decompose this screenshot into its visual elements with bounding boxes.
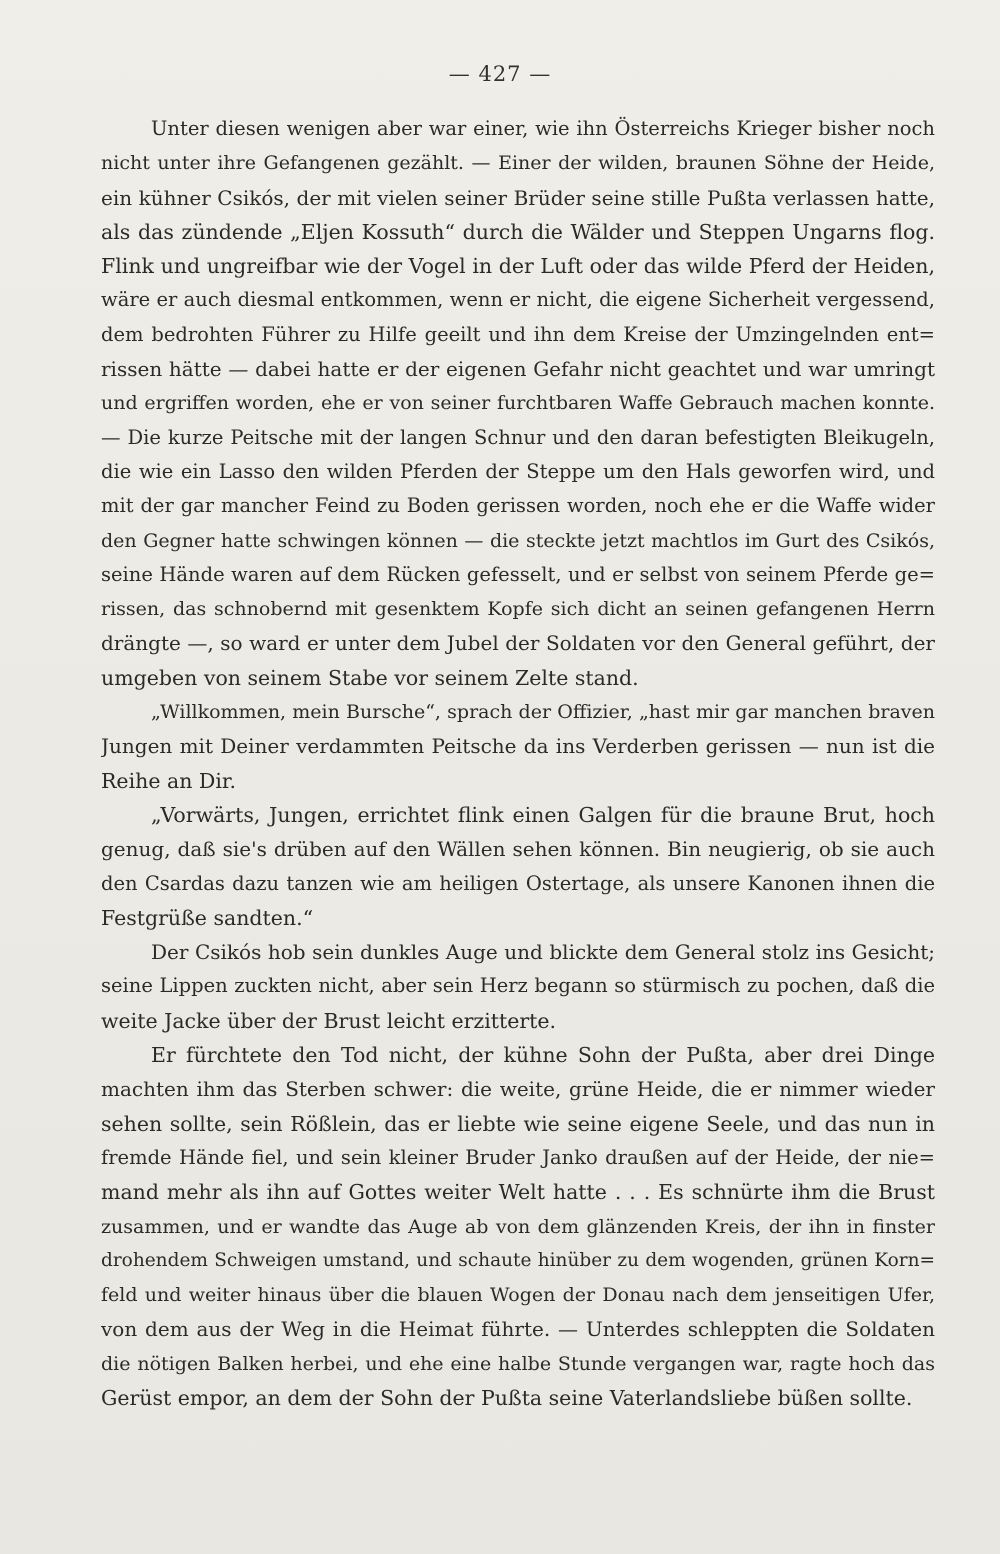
body-text	[101, 112, 935, 1415]
text-line: Festgrüße sandten.“	[101, 905, 314, 930]
page-number: — 427 —	[448, 62, 552, 86]
text-line: als das zündende „Eljen Kossuth“ durch die Wälder und Steppen Ungarns flog.	[101, 219, 935, 244]
paragraph	[101, 695, 935, 798]
paragraph	[101, 935, 935, 1038]
text-line: Jungen mit Deiner verdammten Peitsche da ins Verderben gerissen — nun ist die	[101, 734, 935, 759]
text-line: ein kühner Csikós, der mit vielen seiner Brüder seine stille Pußta verlassen hatte,	[101, 185, 935, 210]
text-line: mand mehr als ihn auf Gottes weiter Welt hatte . . . Es schnürte ihm die Brust	[101, 1180, 935, 1205]
text-line: feld und weiter hinaus über die blauen Wogen der Donau nach dem jenseitigen Ufer,	[101, 1284, 935, 1307]
text-line: mit der gar mancher Feind zu Boden gerissen worden, noch ehe er die Waffe wider	[101, 494, 935, 518]
paragraph	[101, 798, 935, 935]
text-line: und ergriffen worden, ehe er von seiner furchtbaren Waffe Gebrauch machen konnte.	[101, 392, 935, 415]
paragraph	[101, 112, 935, 695]
text-line: Reihe an Dir.	[101, 768, 236, 793]
text-line: weite Jacke über der Brust leicht erzitterte.	[101, 1008, 557, 1033]
text-line: umgeben von seinem Stabe vor seinem Zelte stand.	[101, 665, 639, 690]
text-line: nicht unter ihre Gefangenen gezählt. — Einer der wilden, braunen Söhne der Heide,	[101, 152, 935, 175]
text-line: zusammen, und er wandte das Auge ab von dem glänzenden Kreis, der ihn in finster	[101, 1215, 935, 1238]
text-line: seine Lippen zuckten nicht, aber sein Herz begann so stürmisch zu pochen, daß die	[101, 974, 935, 998]
text-line: sehen sollte, sein Rößlein, das er liebte wie seine eigene Seele, und das nun in	[101, 1111, 935, 1136]
text-line: rissen, das schnobernd mit gesenktem Kopfe sich dicht an seinen gefangenen Herrn	[101, 598, 935, 621]
text-line: rissen hätte — dabei hatte er der eigenen Gefahr nicht geachtet und war umringt	[101, 357, 935, 382]
paragraph	[101, 1038, 935, 1415]
text-line: „Vorwärts, Jungen, errichtet flink einen Galgen für die braune Brut, hoch	[151, 802, 935, 827]
text-line: Er fürchtete den Tod nicht, der kühne Sohn der Pußta, aber drei Dinge	[151, 1043, 935, 1068]
text-line: den Gegner hatte schwingen können — die steckte jetzt machtlos im Gurt des Csikós,	[101, 529, 935, 552]
text-line: „Willkommen, mein Bursche“, sprach der Offizier, „hast mir gar manchen braven	[151, 701, 935, 724]
text-line: wäre er auch diesmal entkommen, wenn er nicht, die eigene Sicherheit vergessend,	[101, 288, 935, 312]
text-line: genug, daß sie's drüben auf den Wällen sehen können. Bin neugierig, ob sie auch	[101, 837, 935, 862]
text-line: dem bedrohten Führer zu Hilfe geeilt und ihn dem Kreise der Umzingelnden ent=	[101, 322, 935, 346]
text-line: seine Hände waren auf dem Rücken gefesselt, und er selbst von seinem Pferde ge=	[101, 562, 935, 586]
text-line: fremde Hände fiel, und sein kleiner Bruder Janko draußen auf der Heide, der nie=	[101, 1145, 935, 1169]
text-line: drängte —, so ward er unter dem Jubel der Soldaten vor den General geführt, der	[101, 631, 935, 656]
text-line: den Csardas dazu tanzen wie am heiligen Ostertage, als unsere Kanonen ihnen die	[101, 871, 935, 895]
text-line: Der Csikós hob sein dunkles Auge und blickte dem General stolz ins Gesicht;	[151, 940, 935, 965]
text-line: die wie ein Lasso den wilden Pferden der Steppe um den Hals geworfen wird, und	[101, 459, 935, 483]
text-line: die nötigen Balken herbei, und ehe eine halbe Stunde vergangen war, ragte hoch das	[101, 1352, 935, 1375]
text-line: machten ihm das Sterben schwer: die weite, grüne Heide, die er nimmer wieder	[101, 1077, 935, 1102]
text-line: Gerüst empor, an dem der Sohn der Pußta seine Vaterlandsliebe büßen sollte.	[101, 1385, 913, 1410]
text-line: Unter diesen wenigen aber war einer, wie ihn Österreichs Krieger bisher noch	[151, 117, 935, 140]
text-line: Flink und ungreifbar wie der Vogel in der Luft oder das wilde Pferd der Heiden,	[101, 254, 935, 279]
text-line: von dem aus der Weg in die Heimat führte. — Unterdes schleppten die Soldaten	[101, 1317, 935, 1342]
text-line: drohendem Schweigen umstand, und schaute hinüber zu dem wogenden, grünen Korn=	[101, 1249, 935, 1271]
text-line: — Die kurze Peitsche mit der langen Schnur und den daran befestigten Bleikugeln,	[101, 425, 935, 449]
